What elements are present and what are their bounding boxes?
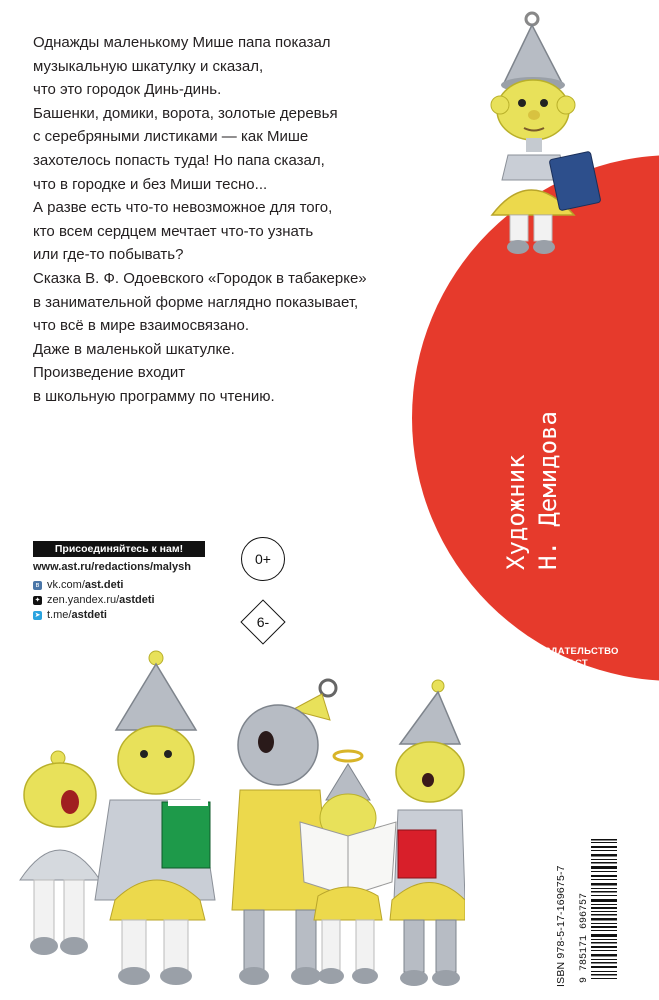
tin-child-5 xyxy=(390,680,465,986)
social-link-telegram[interactable] xyxy=(33,608,155,623)
tin-child-2 xyxy=(95,651,215,985)
barcode-number: 9 785171 696757 xyxy=(579,892,590,983)
description-line: Даже в маленькой шкатулке. xyxy=(33,340,235,358)
social-link-handle: astdeti xyxy=(71,609,107,621)
description-line: Однажды маленькому Мише папа показал xyxy=(33,34,331,51)
social-link-zen[interactable] xyxy=(33,593,155,608)
description-line: с серебряными листиками — как Мише xyxy=(33,128,309,146)
age-rating-badge: 0+ xyxy=(241,537,285,581)
description-line: Сказка В. Ф. Одоевского «Городок в табакерке» xyxy=(33,269,367,287)
website-link[interactable]: www.ast.ru/redactions/malysh xyxy=(33,561,191,573)
description-line: что в городке и без Миши тесно... xyxy=(33,175,268,193)
description-line: что это городок Динь-динь. xyxy=(33,81,222,99)
age-recommendation-text: 6- xyxy=(256,614,270,630)
artist-credit xyxy=(500,411,564,570)
tin-boy-with-book-illustration xyxy=(470,5,620,270)
description-line: Произведение входит xyxy=(33,364,186,382)
tin-child-1 xyxy=(20,751,100,955)
barcode-icon xyxy=(575,833,621,988)
description-line: кто всем сердцем мечтает что-то узнать xyxy=(33,222,314,240)
artist-name: Н. Демидова xyxy=(534,411,562,570)
description-text xyxy=(33,31,413,409)
telegram-icon: ➤ xyxy=(34,612,41,619)
vk-icon: в xyxy=(33,581,42,590)
social-link-vk[interactable] xyxy=(33,578,155,593)
description-line: что всё в мире взаимосвязано. xyxy=(33,317,250,335)
tin-children-choir-illustration xyxy=(0,650,465,1000)
isbn-number: ISBN 978-5-17-169675-7 xyxy=(555,865,567,987)
description-line: или где-то побывать? xyxy=(33,246,184,264)
description-line: А разве есть что-то невозможное для того, xyxy=(33,199,333,217)
zen-icon: ✦ xyxy=(34,597,41,604)
description-line: в занимательной форме наглядно показывает, xyxy=(33,293,359,311)
description-line: Башенки, домики, ворота, золотые деревья xyxy=(33,104,338,122)
social-links xyxy=(33,578,155,623)
social-link-prefix: t.me/ xyxy=(47,609,72,621)
age-recommendation-badge xyxy=(240,599,286,645)
social-link-handle: ast.deti xyxy=(84,579,124,591)
description-line: в школьную программу по чтению. xyxy=(33,387,275,405)
description-line: музыкальную шкатулку и сказал, xyxy=(33,57,264,75)
publisher-logo xyxy=(528,646,628,670)
social-link-prefix: zen.yandex.ru/ xyxy=(47,594,120,606)
social-link-handle: astdeti xyxy=(119,594,155,606)
social-link-prefix: vk.com/ xyxy=(47,579,85,591)
artist-label: Художник xyxy=(502,454,530,570)
description-line: захотелось попасть туда! Но папа сказал, xyxy=(33,151,325,169)
publisher-name: АСТ xyxy=(568,658,588,669)
publisher-label: ИЗДАТЕЛЬСТВО xyxy=(537,646,619,657)
join-us-banner: Присоединяйтесь к нам! xyxy=(33,541,205,557)
